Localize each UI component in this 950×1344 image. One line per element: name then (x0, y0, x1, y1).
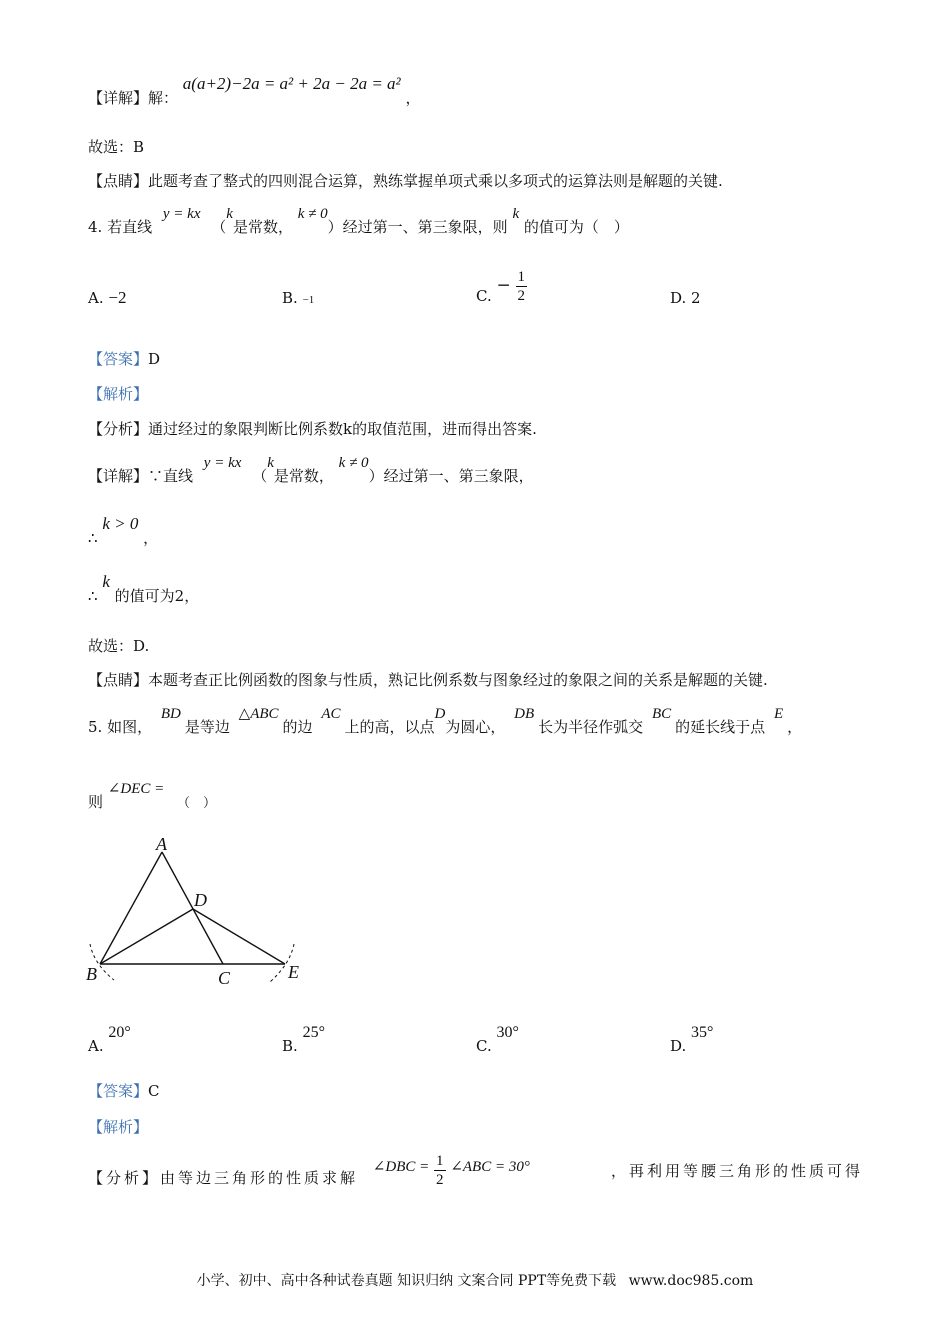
label-d: D (194, 890, 207, 910)
question-5 (88, 706, 803, 738)
q5-text: 上的高，以点 (344, 718, 435, 736)
detail4-line-eq: y = kx (203, 455, 242, 471)
answer-4 (88, 349, 160, 369)
label-a: A (156, 834, 167, 854)
option-value: 25° (302, 1024, 325, 1041)
q4-option-a (88, 288, 126, 308)
q5-text: 是等边 (184, 718, 230, 736)
analysis-4: 【分析】通过经过的象限判断比例系数k的取值范围，进而得出答案. (88, 420, 537, 438)
option-label: A. (88, 1037, 104, 1055)
answer-value: C (148, 1082, 160, 1100)
answer-4b: 故选：D. (88, 637, 150, 655)
q5-option-d (670, 1024, 714, 1057)
analysis5-math-left: ∠DBC = (372, 1158, 430, 1175)
option-value: −2 (108, 288, 127, 307)
k-gt-zero: k > 0 (102, 514, 139, 533)
page-footer (0, 1270, 950, 1290)
label-e: E (288, 962, 299, 982)
footer-url[interactable]: www.doc985.com (628, 1273, 754, 1289)
jiexi-4: 【解析】 (88, 385, 149, 403)
option-value: 20° (108, 1024, 131, 1041)
q5-e: E (773, 706, 784, 722)
q5-angle: ∠DEC = (107, 781, 165, 797)
q4-text2: ）经过第一、第三象限，则 (327, 218, 508, 236)
comment-3: 【点睛】此题考查了整式的四则混合运算，熟练掌握单项式乘以多项式的运算法则是解题的关键. (88, 172, 723, 190)
detail-3-line (88, 74, 421, 108)
half-fraction (434, 1152, 446, 1189)
k-value-text: 的值可为2， (114, 587, 200, 605)
option-label: B. (282, 1037, 298, 1055)
option-value: 30° (496, 1024, 519, 1041)
answer-tag: 【答案】 (88, 1082, 149, 1100)
q5-db: DB (514, 706, 535, 722)
q4-prefix: 4. 若直线 (88, 218, 153, 236)
option-label: A. (88, 289, 104, 307)
q4-condition: k ≠ 0 (297, 206, 328, 222)
q5-option-b (282, 1024, 325, 1057)
q4-text3: 的值可为（ ） (523, 218, 629, 236)
q5-text: 为圆心， (445, 718, 506, 736)
analysis5-text: 【分析】由等边三角形的性质求解 (88, 1168, 359, 1187)
q5-text: ， (787, 718, 803, 736)
detail4-d: ）经过第一、第三象限， (368, 467, 534, 485)
q5-then: 则 (88, 793, 104, 811)
q4-text: 是常数， (232, 218, 293, 236)
segment-ab (100, 852, 162, 964)
analysis-5 (88, 1153, 863, 1197)
detail-label: 【详解】解： (88, 89, 179, 107)
therefore-symbol: ∴ (88, 529, 98, 547)
option-label: D. (670, 1037, 687, 1055)
jiexi-5: 【解析】 (88, 1118, 149, 1136)
numerator: 1 (436, 1153, 444, 1169)
answer-5 (88, 1081, 160, 1101)
detail4-a: 【详解】∵直线 (88, 467, 194, 485)
option-label: C. (476, 1037, 492, 1055)
detail-4 (88, 455, 534, 487)
q5-text: 的延长线于点 (675, 718, 766, 736)
triangle-figure (80, 832, 320, 992)
label-b: B (86, 964, 97, 984)
detail4-c: 是常数， (273, 467, 334, 485)
therefore-line-1 (88, 514, 159, 548)
option-value: 35° (691, 1024, 714, 1041)
answer-tag: 【答案】 (88, 350, 149, 368)
q5-ac: AC (321, 706, 341, 722)
therefore-symbol: ∴ (88, 587, 98, 605)
q4-option-b (282, 288, 314, 310)
option-sign: − (496, 275, 511, 296)
label-c: C (218, 968, 231, 988)
answer-value: D (148, 350, 161, 368)
segment-ac (162, 852, 223, 964)
option-label: B. (282, 289, 298, 307)
q5-bc: BC (651, 706, 672, 722)
therefore-line-2 (88, 572, 200, 606)
option-label: C. (476, 286, 492, 305)
q4-line-eq: y = kx (162, 206, 201, 222)
q4-k2: k (512, 206, 520, 222)
q4-k: k (226, 206, 233, 222)
q4-paren: （ (211, 218, 227, 236)
q5-text: 5. 如图， (88, 718, 153, 736)
detail-math: a(a+2)−2a = a² + 2a − 2a = a² (182, 74, 401, 93)
q5-triangle: △ABC (238, 706, 279, 722)
detail4-k: k (267, 455, 274, 471)
footer-text: 小学、初中、高中各种试卷真题 知识归纳 文案合同 PPT等免费下载 (196, 1273, 617, 1289)
answer-3: 故选：B (88, 138, 145, 156)
k-symbol: k (102, 572, 110, 591)
segment-de (193, 909, 285, 964)
comment-4: 【点睛】本题考查正比例函数的图象与性质，熟记比例系数与图象经过的象限之间的关系是解题的关键. (88, 671, 768, 689)
segment-bd (100, 909, 193, 964)
q5-text: 长为半径作弧交 (538, 718, 644, 736)
denominator: 2 (436, 1172, 444, 1188)
q5-bd: BD (160, 706, 181, 722)
question-5-cont (88, 781, 217, 814)
q4-option-c (476, 268, 527, 305)
q5-text: 的边 (282, 718, 313, 736)
q5-d: D (434, 706, 446, 722)
q5-paren: （ ） (177, 796, 217, 811)
detail4-cond: k ≠ 0 (338, 455, 369, 471)
detail4-b: （ (252, 467, 268, 485)
analysis5-math-right: ∠ABC = 30° (450, 1158, 530, 1175)
denominator: 2 (517, 288, 526, 304)
punct: ， (405, 89, 421, 107)
fraction (516, 268, 528, 305)
question-4 (88, 206, 629, 238)
q4-option-d: D. 2 (670, 289, 701, 307)
q5-option-c (476, 1024, 519, 1057)
analysis5-text2: ，再利用等腰三角形的性质可得 (610, 1162, 863, 1180)
q5-option-a (88, 1024, 131, 1057)
option-value: −1 (302, 294, 315, 306)
punct: ， (143, 529, 159, 547)
numerator: 1 (517, 269, 526, 285)
